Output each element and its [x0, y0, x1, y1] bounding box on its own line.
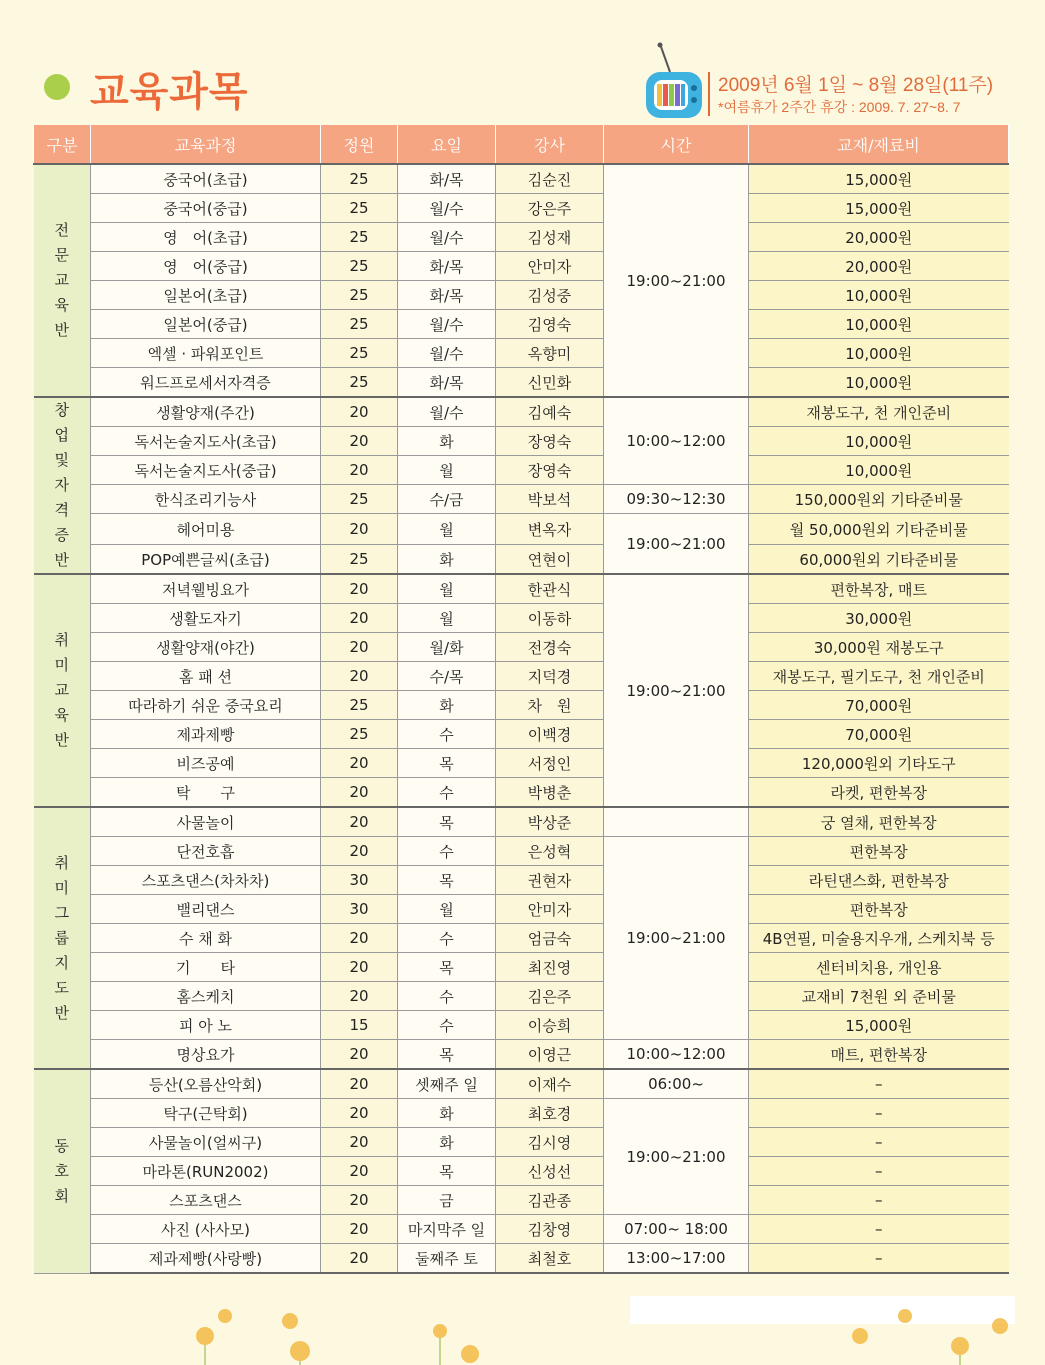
capacity-cell: 25: [321, 252, 398, 281]
course-name-cell: 생활양재(야간): [91, 633, 321, 662]
table-row: [34, 778, 1009, 808]
header-divider: [708, 72, 710, 116]
capacity-cell: 20: [321, 837, 398, 866]
fee-cell: 라틴댄스화, 편한복장: [749, 866, 1009, 895]
category-char: 그: [54, 903, 69, 922]
course-name-cell: 사물놀이(얼씨구): [91, 1128, 321, 1157]
capacity-cell: 20: [321, 574, 398, 604]
course-name-cell: 일본어(초급): [91, 281, 321, 310]
category-cell: [34, 397, 91, 574]
fee-cell: 10,000원: [749, 281, 1009, 310]
table-row: [34, 1128, 1009, 1157]
instructor-cell: 박병춘: [496, 778, 604, 808]
day-cell: 월/수: [398, 194, 496, 223]
day-cell: 수/목: [398, 662, 496, 691]
day-cell: 화: [398, 545, 496, 575]
instructor-cell: 은성혁: [496, 837, 604, 866]
instructor-cell: 김예숙: [496, 397, 604, 427]
table-row: [34, 397, 1009, 427]
tv-icon: [642, 42, 706, 124]
category-char: 교: [54, 681, 69, 699]
course-name-cell: 수 채 화: [91, 924, 321, 953]
capacity-cell: 20: [321, 662, 398, 691]
day-cell: 화: [398, 1128, 496, 1157]
table-body: [34, 164, 1009, 1273]
course-name-cell: 피 아 노: [91, 1011, 321, 1040]
category-char: 자: [54, 476, 69, 494]
capacity-cell: 20: [321, 1157, 398, 1186]
instructor-cell: 김성중: [496, 281, 604, 310]
course-name-cell: 영 어(중급): [91, 252, 321, 281]
course-name-cell: 단전호흡: [91, 837, 321, 866]
instructor-cell: 박상준: [496, 807, 604, 837]
category-char: 육: [54, 296, 69, 314]
course-name-cell: 영 어(초급): [91, 223, 321, 252]
category-char: 미: [54, 656, 69, 674]
instructor-cell: 신민화: [496, 368, 604, 398]
fee-cell: 150,000원외 기타준비물: [749, 485, 1009, 514]
category-char: 미: [54, 878, 69, 897]
capacity-cell: 20: [321, 456, 398, 485]
fee-cell: –: [749, 1157, 1009, 1186]
day-cell: 목: [398, 1040, 496, 1070]
instructor-cell: 장영숙: [496, 427, 604, 456]
course-name-cell: 헤어미용: [91, 514, 321, 545]
fee-cell: 재봉도구, 필기도구, 천 개인준비: [749, 662, 1009, 691]
course-period: 2009년 6월 1일 ~ 8월 28일(11주): [718, 75, 994, 96]
course-name-cell: 스포츠댄스(차차차): [91, 866, 321, 895]
capacity-cell: 25: [321, 310, 398, 339]
instructor-cell: 엄금숙: [496, 924, 604, 953]
table-row: [34, 1244, 1009, 1274]
table-row: [34, 837, 1009, 866]
table-row: [34, 953, 1009, 982]
day-cell: 월/화: [398, 633, 496, 662]
fee-cell: 15,000원: [749, 1011, 1009, 1040]
capacity-cell: 25: [321, 720, 398, 749]
table-row: [34, 924, 1009, 953]
course-name-cell: 생활양재(주간): [91, 397, 321, 427]
course-name-cell: 사진 (사사모): [91, 1215, 321, 1244]
category-char: 증: [54, 526, 69, 544]
day-cell: 화: [398, 1099, 496, 1128]
instructor-cell: 박보석: [496, 485, 604, 514]
course-name-cell: 마라톤(RUN2002): [91, 1157, 321, 1186]
day-cell: 수/금: [398, 485, 496, 514]
course-name-cell: 비즈공예: [91, 749, 321, 778]
category-char: 호: [54, 1161, 69, 1180]
table-row: [34, 633, 1009, 662]
fee-cell: 10,000원: [749, 456, 1009, 485]
day-cell: 화/목: [398, 368, 496, 398]
day-cell: 수: [398, 982, 496, 1011]
instructor-cell: 김영숙: [496, 310, 604, 339]
day-cell: 화: [398, 691, 496, 720]
fee-cell: 10,000원: [749, 368, 1009, 398]
table-row: [34, 982, 1009, 1011]
table-row: [34, 281, 1009, 310]
instructor-cell: 연현이: [496, 545, 604, 575]
table-row: [34, 485, 1009, 514]
table-row: [34, 720, 1009, 749]
course-name-cell: 밸리댄스: [91, 895, 321, 924]
time-cell: 10:00~12:00: [604, 1040, 749, 1070]
fee-cell: 60,000원외 기타준비물: [749, 545, 1009, 575]
fee-cell: 재봉도구, 천 개인준비: [749, 397, 1009, 427]
category-cell: [34, 807, 91, 1069]
instructor-cell: 전경숙: [496, 633, 604, 662]
day-cell: 화/목: [398, 164, 496, 194]
course-name-cell: 중국어(중급): [91, 194, 321, 223]
day-cell: 월/수: [398, 339, 496, 368]
capacity-cell: 20: [321, 982, 398, 1011]
day-cell: 월/수: [398, 223, 496, 252]
capacity-cell: 20: [321, 778, 398, 808]
course-name-cell: 따라하기 쉬운 중국요리: [91, 691, 321, 720]
time-cell: 06:00~: [604, 1069, 749, 1099]
capacity-cell: 15: [321, 1011, 398, 1040]
table-row: [34, 545, 1009, 575]
capacity-cell: 25: [321, 368, 398, 398]
category-char: 도: [54, 978, 69, 997]
time-cell: 19:00~21:00: [604, 164, 749, 397]
fee-cell: –: [749, 1244, 1009, 1274]
time-cell: 19:00~21:00: [604, 1099, 749, 1215]
capacity-cell: 20: [321, 953, 398, 982]
category-char: 창: [54, 401, 69, 419]
category-char: 회: [54, 1186, 69, 1205]
table-row: [34, 223, 1009, 252]
flower-decoration-icon: [0, 1296, 1045, 1365]
fee-cell: 10,000원: [749, 339, 1009, 368]
fee-cell: 편한복장: [749, 895, 1009, 924]
bullet-dot-icon: [44, 74, 70, 100]
course-name-cell: 제과제빵(사랑빵): [91, 1244, 321, 1274]
instructor-cell: 최호경: [496, 1099, 604, 1128]
fee-cell: 월 50,000원외 기타준비물: [749, 514, 1009, 545]
category-char: 업: [54, 426, 69, 444]
fee-cell: 매트, 편한복장: [749, 1040, 1009, 1070]
course-name-cell: 독서논술지도사(중급): [91, 456, 321, 485]
table-row: [34, 1040, 1009, 1070]
table-row: [34, 164, 1009, 194]
time-cell: 19:00~21:00: [604, 837, 749, 1040]
day-cell: 월/수: [398, 310, 496, 339]
course-name-cell: 스포츠댄스: [91, 1186, 321, 1215]
instructor-cell: 안미자: [496, 895, 604, 924]
table-row: [34, 895, 1009, 924]
time-cell: 09:30~12:30: [604, 485, 749, 514]
table-row: [34, 1069, 1009, 1099]
instructor-cell: 이영근: [496, 1040, 604, 1070]
fee-cell: 라켓, 편한복장: [749, 778, 1009, 808]
fee-cell: 15,000원: [749, 194, 1009, 223]
fee-cell: 20,000원: [749, 223, 1009, 252]
day-cell: 금: [398, 1186, 496, 1215]
time-cell: 10:00~12:00: [604, 397, 749, 485]
instructor-cell: 장영숙: [496, 456, 604, 485]
category-cell: [34, 164, 91, 397]
category-cell: [34, 574, 91, 807]
day-cell: 목: [398, 953, 496, 982]
instructor-cell: 서정인: [496, 749, 604, 778]
instructor-cell: 김시영: [496, 1128, 604, 1157]
instructor-cell: 강은주: [496, 194, 604, 223]
instructor-cell: 김창영: [496, 1215, 604, 1244]
fee-cell: –: [749, 1128, 1009, 1157]
day-cell: 화/목: [398, 252, 496, 281]
time-cell: 13:00~17:00: [604, 1244, 749, 1274]
instructor-cell: 권현자: [496, 866, 604, 895]
table-row: [34, 866, 1009, 895]
day-cell: 월: [398, 895, 496, 924]
table-row: [34, 604, 1009, 633]
category-char: 문: [54, 246, 69, 264]
time-cell: 07:00~ 18:00: [604, 1215, 749, 1244]
day-cell: 월: [398, 604, 496, 633]
fee-cell: 120,000원외 기타도구: [749, 749, 1009, 778]
page-header: [0, 0, 1045, 125]
header-instructor: 강사: [496, 125, 604, 164]
day-cell: 월: [398, 574, 496, 604]
table-row: [34, 1215, 1009, 1244]
instructor-cell: 한관식: [496, 574, 604, 604]
fee-cell: 30,000원 재봉도구: [749, 633, 1009, 662]
category-char: 전: [54, 221, 69, 239]
table-row: [34, 691, 1009, 720]
fee-cell: –: [749, 1186, 1009, 1215]
day-cell: 월: [398, 514, 496, 545]
course-name-cell: 독서논술지도사(초급): [91, 427, 321, 456]
course-name-cell: 제과제빵: [91, 720, 321, 749]
table-row: [34, 252, 1009, 281]
table-row: [34, 807, 1009, 837]
table-row: [34, 339, 1009, 368]
fee-cell: 70,000원: [749, 720, 1009, 749]
instructor-cell: 최진영: [496, 953, 604, 982]
table-row: [34, 514, 1009, 545]
day-cell: 월: [398, 456, 496, 485]
instructor-cell: 안미자: [496, 252, 604, 281]
table-row: [34, 310, 1009, 339]
table-row: [34, 749, 1009, 778]
table-row: [34, 1186, 1009, 1215]
header-time: 시간: [604, 125, 749, 164]
capacity-cell: 20: [321, 1099, 398, 1128]
course-name-cell: POP예쁜글씨(초급): [91, 545, 321, 575]
capacity-cell: 20: [321, 1040, 398, 1070]
day-cell: 수: [398, 1011, 496, 1040]
fee-cell: 10,000원: [749, 310, 1009, 339]
course-name-cell: 한식조리기능사: [91, 485, 321, 514]
capacity-cell: 20: [321, 397, 398, 427]
capacity-cell: 25: [321, 223, 398, 252]
capacity-cell: 25: [321, 281, 398, 310]
time-cell: [604, 807, 749, 837]
table-row: [34, 1099, 1009, 1128]
table-row: [34, 194, 1009, 223]
category-char: 동: [54, 1136, 69, 1155]
fee-cell: 교재비 7천원 외 준비물: [749, 982, 1009, 1011]
table-row: [34, 368, 1009, 398]
course-name-cell: 워드프로세서자격증: [91, 368, 321, 398]
capacity-cell: 20: [321, 1215, 398, 1244]
capacity-cell: 20: [321, 807, 398, 837]
category-char: 취: [54, 631, 69, 649]
category-char: 취: [54, 853, 69, 872]
capacity-cell: 20: [321, 1244, 398, 1274]
category-char: 격: [54, 501, 69, 519]
fee-cell: –: [749, 1099, 1009, 1128]
course-name-cell: 기 타: [91, 953, 321, 982]
day-cell: 목: [398, 1157, 496, 1186]
instructor-cell: 김관종: [496, 1186, 604, 1215]
fee-cell: 10,000원: [749, 427, 1009, 456]
capacity-cell: 20: [321, 1186, 398, 1215]
course-name-cell: 홈 패 션: [91, 662, 321, 691]
table-row: [34, 1011, 1009, 1040]
course-name-cell: 탁 구: [91, 778, 321, 808]
capacity-cell: 20: [321, 633, 398, 662]
day-cell: 목: [398, 807, 496, 837]
category-char: 교: [54, 271, 69, 289]
day-cell: 화: [398, 427, 496, 456]
course-name-cell: 명상요가: [91, 1040, 321, 1070]
instructor-cell: 이승희: [496, 1011, 604, 1040]
course-name-cell: 홈스케치: [91, 982, 321, 1011]
capacity-cell: 20: [321, 427, 398, 456]
capacity-cell: 20: [321, 749, 398, 778]
table-row: [34, 574, 1009, 604]
table-header-row: [34, 125, 1009, 164]
fee-cell: –: [749, 1215, 1009, 1244]
fee-cell: 30,000원: [749, 604, 1009, 633]
category-cell: [34, 1069, 91, 1273]
category-char: 지: [54, 953, 69, 972]
course-name-cell: 엑셀 · 파워포인트: [91, 339, 321, 368]
day-cell: 수: [398, 778, 496, 808]
table-row: [34, 662, 1009, 691]
day-cell: 목: [398, 866, 496, 895]
capacity-cell: 20: [321, 1069, 398, 1099]
fee-cell: 편한복장, 매트: [749, 574, 1009, 604]
day-cell: 둘째주 토: [398, 1244, 496, 1274]
course-name-cell: 생활도자기: [91, 604, 321, 633]
capacity-cell: 25: [321, 194, 398, 223]
course-schedule-table: [33, 125, 1009, 1274]
instructor-cell: 김순진: [496, 164, 604, 194]
instructor-cell: 최철호: [496, 1244, 604, 1274]
day-cell: 마지막주 일: [398, 1215, 496, 1244]
fee-cell: 70,000원: [749, 691, 1009, 720]
capacity-cell: 20: [321, 514, 398, 545]
capacity-cell: 25: [321, 164, 398, 194]
table-row: [34, 427, 1009, 456]
time-cell: 19:00~21:00: [604, 514, 749, 575]
header-course: 교육과정: [91, 125, 321, 164]
header-fee: 교재/재료비: [749, 125, 1009, 164]
day-cell: 수: [398, 924, 496, 953]
category-char: 육: [54, 706, 69, 724]
header-capacity: 정원: [321, 125, 398, 164]
category-char: 룹: [54, 928, 69, 947]
capacity-cell: 25: [321, 485, 398, 514]
category-char: 반: [54, 1003, 69, 1022]
header-category: 구분: [34, 125, 91, 164]
fee-cell: 센터비치용, 개인용: [749, 953, 1009, 982]
capacity-cell: 30: [321, 866, 398, 895]
course-name-cell: 등산(오름산악회): [91, 1069, 321, 1099]
day-cell: 목: [398, 749, 496, 778]
fee-cell: –: [749, 1069, 1009, 1099]
time-cell: 19:00~21:00: [604, 574, 749, 807]
instructor-cell: 신성선: [496, 1157, 604, 1186]
day-cell: 월/수: [398, 397, 496, 427]
course-name-cell: 사물놀이: [91, 807, 321, 837]
fee-cell: 4B연필, 미술용지우개, 스케치북 등: [749, 924, 1009, 953]
header-day: 요일: [398, 125, 496, 164]
course-name-cell: 일본어(중급): [91, 310, 321, 339]
capacity-cell: 30: [321, 895, 398, 924]
day-cell: 셋째주 일: [398, 1069, 496, 1099]
instructor-cell: 이동하: [496, 604, 604, 633]
capacity-cell: 20: [321, 1128, 398, 1157]
fee-cell: 편한복장: [749, 837, 1009, 866]
course-name-cell: 중국어(초급): [91, 164, 321, 194]
category-char: 반: [54, 551, 69, 569]
day-cell: 화/목: [398, 281, 496, 310]
instructor-cell: 지덕경: [496, 662, 604, 691]
table-row: [34, 456, 1009, 485]
instructor-cell: 이백경: [496, 720, 604, 749]
capacity-cell: 25: [321, 691, 398, 720]
instructor-cell: 김성재: [496, 223, 604, 252]
instructor-cell: 이재수: [496, 1069, 604, 1099]
day-cell: 수: [398, 720, 496, 749]
instructor-cell: 옥향미: [496, 339, 604, 368]
course-name-cell: 저녁웰빙요가: [91, 574, 321, 604]
instructor-cell: 김은주: [496, 982, 604, 1011]
category-char: 반: [54, 731, 69, 749]
capacity-cell: 25: [321, 545, 398, 575]
vacation-note: *여름휴가 2주간 휴강 : 2009. 7. 27~8. 7: [718, 99, 961, 115]
category-char: 및: [54, 451, 69, 469]
table-row: [34, 1157, 1009, 1186]
capacity-cell: 20: [321, 604, 398, 633]
fee-cell: 15,000원: [749, 164, 1009, 194]
day-cell: 수: [398, 837, 496, 866]
capacity-cell: 25: [321, 339, 398, 368]
instructor-cell: 차 원: [496, 691, 604, 720]
instructor-cell: 변옥자: [496, 514, 604, 545]
fee-cell: 궁 열채, 편한복장: [749, 807, 1009, 837]
fee-cell: 20,000원: [749, 252, 1009, 281]
category-char: 반: [54, 321, 69, 339]
course-name-cell: 탁구(근탁회): [91, 1099, 321, 1128]
page-title: 교육과목: [90, 69, 249, 115]
capacity-cell: 20: [321, 924, 398, 953]
